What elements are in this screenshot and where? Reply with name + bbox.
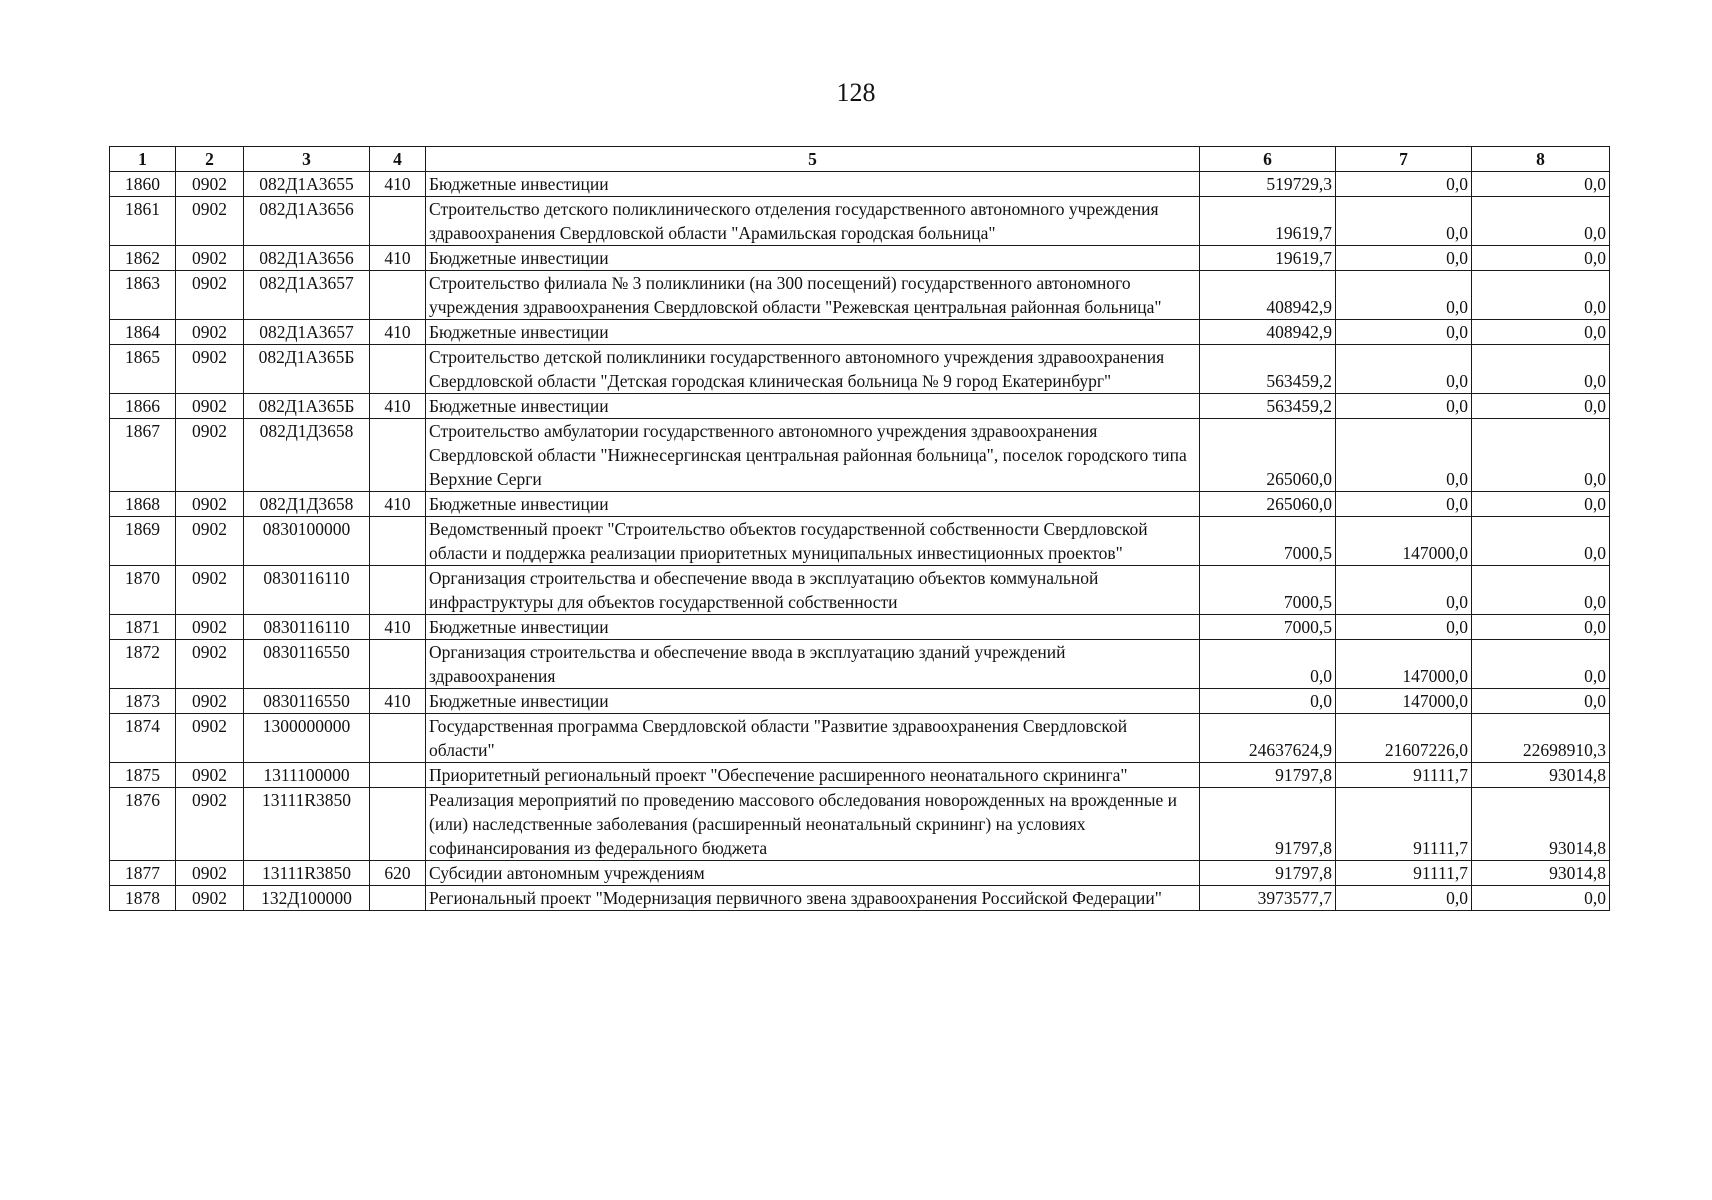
amount-col-8: 0,0 (1472, 566, 1610, 615)
item-name: Строительство амбулатории государственного автономного учреждения здравоохранения Свердловской области "Нижнесергинская центральная районная больница", поселок городского типа Верхние Серги (426, 419, 1200, 492)
expense-type-code: 410 (370, 615, 426, 640)
amount-col-8: 0,0 (1472, 197, 1610, 246)
row-number: 1862 (110, 246, 176, 271)
section-code: 0902 (176, 615, 244, 640)
row-number: 1878 (110, 886, 176, 911)
row-number: 1864 (110, 320, 176, 345)
amount-col-6: 91797,8 (1200, 861, 1336, 886)
expense-type-code (370, 763, 426, 788)
expense-type-code: 410 (370, 320, 426, 345)
amount-col-6: 19619,7 (1200, 246, 1336, 271)
amount-col-8: 0,0 (1472, 517, 1610, 566)
amount-col-7: 0,0 (1336, 394, 1472, 419)
column-header-2: 2 (176, 147, 244, 172)
item-name: Бюджетные инвестиции (426, 246, 1200, 271)
amount-col-6: 3973577,7 (1200, 886, 1336, 911)
row-number: 1874 (110, 714, 176, 763)
expense-type-code (370, 714, 426, 763)
amount-col-6: 0,0 (1200, 689, 1336, 714)
table-row (110, 788, 1610, 861)
amount-col-7: 0,0 (1336, 246, 1472, 271)
amount-col-7: 0,0 (1336, 615, 1472, 640)
section-code: 0902 (176, 886, 244, 911)
item-name: Бюджетные инвестиции (426, 615, 1200, 640)
item-name: Строительство детского поликлинического отделения государственного автономного учреждения здравоохранения Свердловской области "Арамильская городская больница" (426, 197, 1200, 246)
item-name: Строительство филиала № 3 поликлиники (на 300 посещений) государственного автономного учреждения здравоохранения Свердловской области "Режевская центральная районная больница" (426, 271, 1200, 320)
amount-col-7: 147000,0 (1336, 517, 1472, 566)
column-header-4: 4 (370, 147, 426, 172)
amount-col-8: 0,0 (1472, 172, 1610, 197)
target-article-code: 1300000000 (244, 714, 370, 763)
section-code: 0902 (176, 246, 244, 271)
expense-type-code (370, 788, 426, 861)
amount-col-6: 7000,5 (1200, 517, 1336, 566)
amount-col-7: 0,0 (1336, 271, 1472, 320)
expense-type-code: 410 (370, 246, 426, 271)
section-code: 0902 (176, 172, 244, 197)
target-article-code: 0830116110 (244, 615, 370, 640)
expense-type-code (370, 345, 426, 394)
column-header-7: 7 (1336, 147, 1472, 172)
amount-col-6: 563459,2 (1200, 394, 1336, 419)
row-number: 1867 (110, 419, 176, 492)
amount-col-6: 91797,8 (1200, 763, 1336, 788)
target-article-code: 082Д1А3657 (244, 271, 370, 320)
target-article-code: 13111R3850 (244, 788, 370, 861)
expense-type-code (370, 271, 426, 320)
section-code: 0902 (176, 419, 244, 492)
row-number: 1876 (110, 788, 176, 861)
row-number: 1870 (110, 566, 176, 615)
target-article-code: 082Д1А365Б (244, 394, 370, 419)
expense-type-code (370, 517, 426, 566)
row-number: 1873 (110, 689, 176, 714)
item-name: Реализация мероприятий по проведению массового обследования новорожденных на врожденные и (или) наследственные заболевания (расширенный неонатальный скрининг) на условиях софинансирования из федерального бюджета (426, 788, 1200, 861)
section-code: 0902 (176, 320, 244, 345)
section-code: 0902 (176, 566, 244, 615)
expense-type-code (370, 566, 426, 615)
amount-col-6: 24637624,9 (1200, 714, 1336, 763)
amount-col-8: 93014,8 (1472, 861, 1610, 886)
target-article-code: 082Д1А3656 (244, 197, 370, 246)
item-name: Приоритетный региональный проект "Обеспечение расширенного неонатального скрининга" (426, 763, 1200, 788)
table-row (110, 320, 1610, 345)
row-number: 1877 (110, 861, 176, 886)
amount-col-8: 93014,8 (1472, 788, 1610, 861)
row-number: 1875 (110, 763, 176, 788)
item-name: Бюджетные инвестиции (426, 320, 1200, 345)
table-row (110, 345, 1610, 394)
amount-col-7: 0,0 (1336, 345, 1472, 394)
table-row (110, 763, 1610, 788)
table-row (110, 566, 1610, 615)
amount-col-7: 0,0 (1336, 320, 1472, 345)
item-name: Строительство детской поликлиники государственного автономного учреждения здравоохранения Свердловской области "Детская городская клиническая больница № 9 город Екатеринбург" (426, 345, 1200, 394)
target-article-code: 082Д1А365Б (244, 345, 370, 394)
target-article-code: 0830116110 (244, 566, 370, 615)
section-code: 0902 (176, 197, 244, 246)
expense-type-code: 410 (370, 492, 426, 517)
target-article-code: 082Д1Д3658 (244, 419, 370, 492)
amount-col-6: 19619,7 (1200, 197, 1336, 246)
table-row (110, 394, 1610, 419)
table-row (110, 517, 1610, 566)
expense-type-code (370, 886, 426, 911)
item-name: Региональный проект "Модернизация первичного звена здравоохранения Российской Федерации" (426, 886, 1200, 911)
target-article-code: 082Д1Д3658 (244, 492, 370, 517)
amount-col-6: 519729,3 (1200, 172, 1336, 197)
item-name: Государственная программа Свердловской области "Развитие здравоохранения Свердловской области" (426, 714, 1200, 763)
section-code: 0902 (176, 345, 244, 394)
target-article-code: 0830116550 (244, 689, 370, 714)
item-name: Бюджетные инвестиции (426, 172, 1200, 197)
target-article-code: 0830100000 (244, 517, 370, 566)
table-header-row (110, 147, 1610, 172)
target-article-code: 1311100000 (244, 763, 370, 788)
amount-col-6: 7000,5 (1200, 566, 1336, 615)
expense-type-code: 410 (370, 689, 426, 714)
section-code: 0902 (176, 517, 244, 566)
expense-type-code: 410 (370, 394, 426, 419)
row-number: 1861 (110, 197, 176, 246)
amount-col-8: 0,0 (1472, 345, 1610, 394)
row-number: 1863 (110, 271, 176, 320)
amount-col-7: 21607226,0 (1336, 714, 1472, 763)
row-number: 1865 (110, 345, 176, 394)
column-header-6: 6 (1200, 147, 1336, 172)
table-row (110, 419, 1610, 492)
amount-col-7: 91111,7 (1336, 861, 1472, 886)
amount-col-8: 0,0 (1472, 394, 1610, 419)
section-code: 0902 (176, 640, 244, 689)
amount-col-6: 265060,0 (1200, 419, 1336, 492)
row-number: 1866 (110, 394, 176, 419)
section-code: 0902 (176, 689, 244, 714)
table-row (110, 246, 1610, 271)
item-name: Бюджетные инвестиции (426, 689, 1200, 714)
table-row (110, 886, 1610, 911)
amount-col-8: 0,0 (1472, 886, 1610, 911)
amount-col-7: 0,0 (1336, 197, 1472, 246)
column-header-3: 3 (244, 147, 370, 172)
table-row (110, 492, 1610, 517)
item-name: Бюджетные инвестиции (426, 492, 1200, 517)
table-row (110, 640, 1610, 689)
expense-type-code (370, 197, 426, 246)
amount-col-6: 408942,9 (1200, 271, 1336, 320)
amount-col-8: 0,0 (1472, 492, 1610, 517)
amount-col-7: 91111,7 (1336, 788, 1472, 861)
table-row (110, 689, 1610, 714)
amount-col-6: 265060,0 (1200, 492, 1336, 517)
amount-col-6: 7000,5 (1200, 615, 1336, 640)
target-article-code: 082Д1А3655 (244, 172, 370, 197)
amount-col-7: 91111,7 (1336, 763, 1472, 788)
amount-col-8: 93014,8 (1472, 763, 1610, 788)
item-name: Субсидии автономным учреждениям (426, 861, 1200, 886)
target-article-code: 0830116550 (244, 640, 370, 689)
target-article-code: 132Д100000 (244, 886, 370, 911)
amount-col-8: 0,0 (1472, 419, 1610, 492)
section-code: 0902 (176, 788, 244, 861)
amount-col-7: 0,0 (1336, 886, 1472, 911)
section-code: 0902 (176, 492, 244, 517)
expense-type-code (370, 419, 426, 492)
item-name: Организация строительства и обеспечение ввода в эксплуатацию зданий учреждений здравоохранения (426, 640, 1200, 689)
amount-col-8: 0,0 (1472, 246, 1610, 271)
target-article-code: 13111R3850 (244, 861, 370, 886)
amount-col-8: 0,0 (1472, 271, 1610, 320)
expense-type-code (370, 640, 426, 689)
section-code: 0902 (176, 271, 244, 320)
section-code: 0902 (176, 763, 244, 788)
section-code: 0902 (176, 861, 244, 886)
amount-col-6: 408942,9 (1200, 320, 1336, 345)
amount-col-7: 147000,0 (1336, 640, 1472, 689)
row-number: 1869 (110, 517, 176, 566)
amount-col-7: 0,0 (1336, 419, 1472, 492)
row-number: 1871 (110, 615, 176, 640)
amount-col-7: 0,0 (1336, 172, 1472, 197)
amount-col-7: 147000,0 (1336, 689, 1472, 714)
row-number: 1860 (110, 172, 176, 197)
table-row (110, 714, 1610, 763)
table-row (110, 271, 1610, 320)
amount-col-6: 91797,8 (1200, 788, 1336, 861)
amount-col-8: 0,0 (1472, 689, 1610, 714)
row-number: 1872 (110, 640, 176, 689)
column-header-5: 5 (426, 147, 1200, 172)
table-row (110, 615, 1610, 640)
amount-col-7: 0,0 (1336, 566, 1472, 615)
amount-col-7: 0,0 (1336, 492, 1472, 517)
table-row (110, 861, 1610, 886)
expense-type-code: 410 (370, 172, 426, 197)
row-number: 1868 (110, 492, 176, 517)
table-row (110, 197, 1610, 246)
section-code: 0902 (176, 714, 244, 763)
item-name: Организация строительства и обеспечение ввода в эксплуатацию объектов коммунальной инфраструктуры для объектов государственной собственности (426, 566, 1200, 615)
target-article-code: 082Д1А3656 (244, 246, 370, 271)
amount-col-8: 0,0 (1472, 640, 1610, 689)
item-name: Бюджетные инвестиции (426, 394, 1200, 419)
section-code: 0902 (176, 394, 244, 419)
amount-col-8: 0,0 (1472, 320, 1610, 345)
table-row (110, 172, 1610, 197)
amount-col-8: 22698910,3 (1472, 714, 1610, 763)
amount-col-6: 563459,2 (1200, 345, 1336, 394)
page-number: 128 (836, 78, 876, 107)
column-header-8: 8 (1472, 147, 1610, 172)
amount-col-6: 0,0 (1200, 640, 1336, 689)
target-article-code: 082Д1А3657 (244, 320, 370, 345)
budget-table (109, 146, 1610, 911)
expense-type-code: 620 (370, 861, 426, 886)
amount-col-8: 0,0 (1472, 615, 1610, 640)
column-header-1: 1 (110, 147, 176, 172)
item-name: Ведомственный проект "Строительство объектов государственной собственности Свердловской области и поддержка реализации приоритетных муниципальных инвестиционных проектов" (426, 517, 1200, 566)
